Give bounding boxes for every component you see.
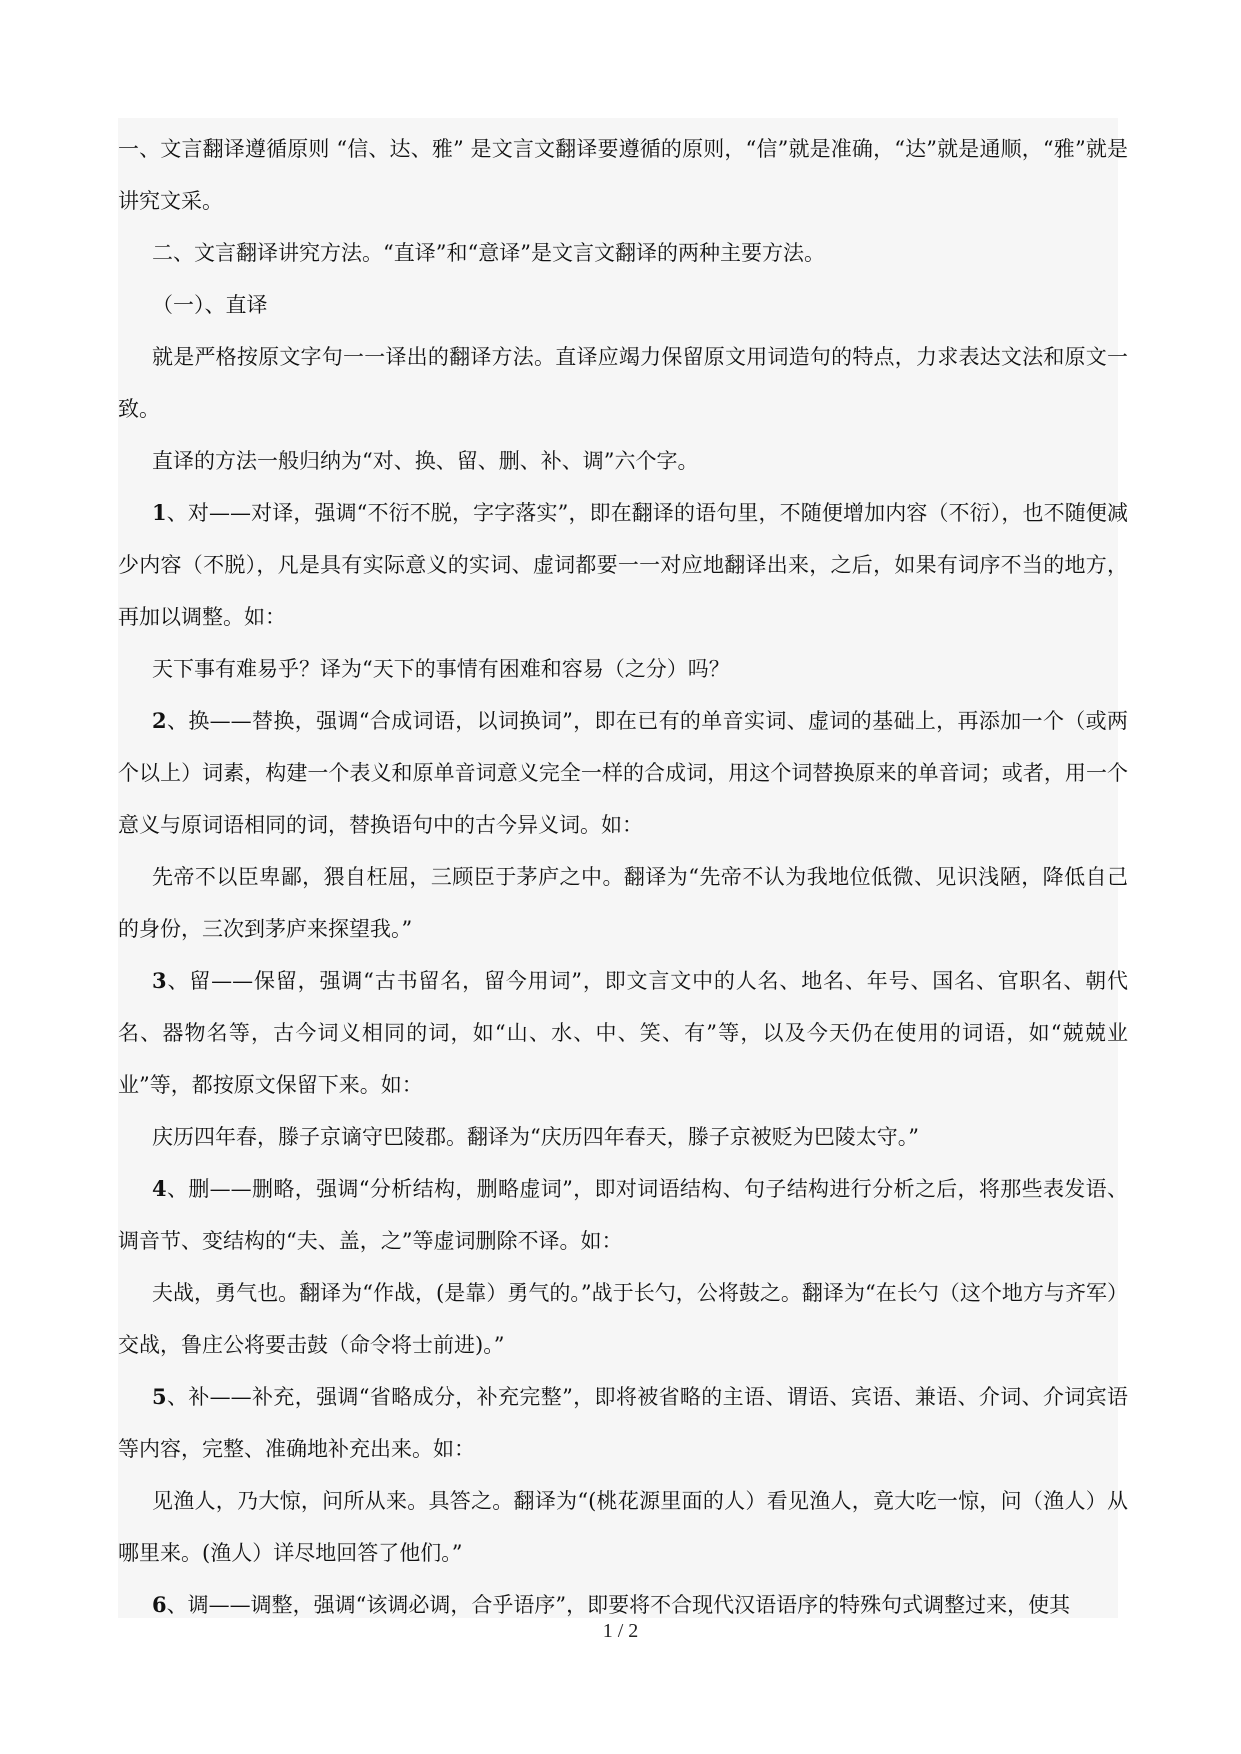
item-number: 6 [152,1592,167,1617]
item-number: 2 [152,708,167,733]
paragraph-example-4 [118,1267,1128,1371]
paragraph-text: 见渔人，乃大惊，问所从来。具答之。翻译为“(桃花源里面的人）看见渔人，竟大吃一惊，问（渔人）从哪里来。(渔人）详尽地回答了他们。” [118,1489,1128,1565]
paragraph-item-1 [118,487,1128,643]
paragraph-methods [118,227,1128,279]
paragraph-text: 庆历四年春，滕子京谪守巴陵郡。翻译为“庆历四年春天，滕子京被贬为巴陵太守。” [152,1125,919,1149]
paragraph-item-2 [118,695,1128,851]
paragraph-text: 夫战，勇气也。翻译为“作战，(是靠）勇气的。”战于长勺，公将鼓之。翻译为“在长勺（这个地方与齐军）交战，鲁庄公将要击鼓（命令将士前进)。” [118,1281,1128,1357]
paragraph-principles [118,123,1128,227]
paragraph-item-4 [118,1163,1128,1267]
document-body [118,123,1128,1631]
paragraph-example-3 [118,1111,1128,1163]
item-number: 5 [152,1384,167,1409]
item-number: 4 [152,1176,167,1201]
paragraph-text: 、删——删略，强调“分析结构，删略虚词”，即对词语结构、句子结构进行分析之后，将那些表发语、调音节、变结构的“夫、盖，之”等虚词删除不译。如： [118,1177,1128,1253]
item-number: 1 [152,500,167,525]
paragraph-text: 一、文言翻译遵循原则 “信、达、雅” 是文言文翻译要遵循的原则，“信”就是准确，“达”就是通顺，“雅”就是讲究文采。 [118,137,1128,213]
paragraph-text: 、补——补充，强调“省略成分，补充完整”，即将被省略的主语、谓语、宾语、兼语、介词、介词宾语等内容，完整、准确地补充出来。如： [118,1385,1128,1461]
paragraph-example-5 [118,1475,1128,1579]
paragraph-six-characters [118,435,1128,487]
paragraph-text: 直译的方法一般归纳为“对、换、留、删、补、调”六个字。 [152,449,699,473]
paragraph-item-5 [118,1371,1128,1475]
paragraph-example-1 [118,643,1128,695]
page-number: 1 / 2 [602,1620,639,1642]
item-number: 3 [152,968,167,993]
paragraph-literal-definition [118,331,1128,435]
paragraph-text: 先帝不以臣卑鄙，猥自枉屈，三顾臣于茅庐之中。翻译为“先帝不认为我地位低微、见识浅陋，降低自己的身份，三次到茅庐来探望我。” [118,865,1128,941]
paragraph-text: 、对——对译，强调“不衍不脱，字字落实”，即在翻译的语句里，不随便增加内容（不衍），也不随便减少内容（不脱），凡是具有实际意义的实词、虚词都要一一对应地翻译出来，之后，如果有词序不当的地方，再加以调整。如： [118,501,1128,629]
paragraph-example-2 [118,851,1128,955]
paragraph-text: 就是严格按原文字句一一译出的翻译方法。直译应竭力保留原文用词造句的特点，力求表达文法和原文一致。 [118,345,1128,421]
section-heading-literal [118,279,1128,331]
paragraph-text: 、换——替换，强调“合成词语，以词换词”，即在已有的单音实词、虚词的基础上，再添加一个（或两个以上）词素，构建一个表义和原单音词意义完全一样的合成词，用这个词替换原来的单音词；或者，用一个意义与原词语相同的词，替换语句中的古今异义词。如： [118,709,1128,837]
paragraph-text: 二、文言翻译讲究方法。“直译”和“意译”是文言文翻译的两种主要方法。 [152,241,825,265]
paragraph-text: 、留——保留，强调“古书留名，留今用词”，即文言文中的人名、地名、年号、国名、官职名、朝代名、器物名等，古今词义相同的词，如“山、水、中、笑、有”等，以及今天仍在使用的词语，如“兢兢业业”等，都按原文保留下来。如： [118,969,1128,1097]
paragraph-text: 、调——调整，强调“该调必调，合乎语序”，即要将不合现代汉语语序的特殊句式调整过来，使其 [166,1593,1071,1617]
paragraph-item-3 [118,955,1128,1111]
paragraph-text: （一）、直译 [152,293,268,317]
paragraph-text: 天下事有难易乎？译为“天下的事情有困难和容易（之分）吗？ [152,657,730,681]
